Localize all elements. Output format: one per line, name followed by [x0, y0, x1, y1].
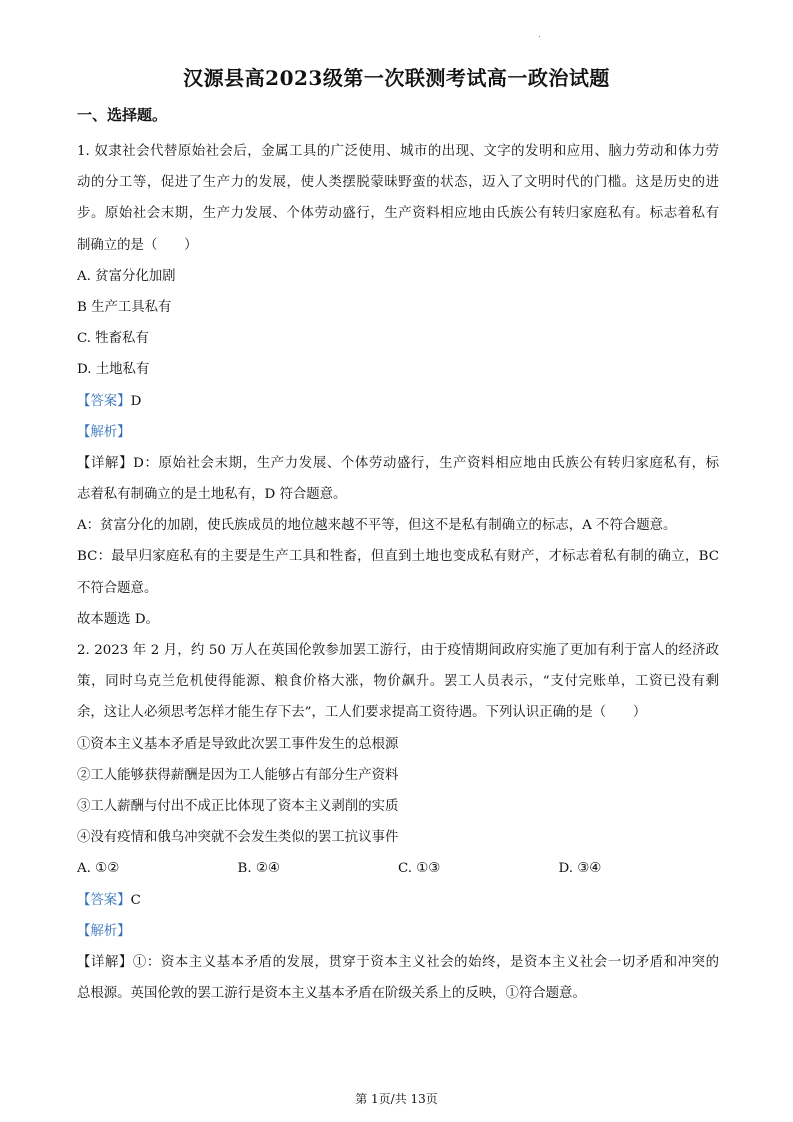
q2-detail-line: [77, 947, 719, 978]
q1-answer: [77, 386, 719, 417]
detail-text: D：原始社会末期，生产力发展、个体劳动盛行，生产资料相应地由氏族公有转归家庭私有，标: [133, 455, 719, 471]
q2-analysis-tag: 【解析】: [77, 923, 131, 939]
q2-stem-line: 策，同时乌克兰危机使得能源、粮食价格大涨，物价飙升。罢工人员表示，“支付完账单，工资已没有剩: [77, 674, 719, 690]
scan-dot: .: [538, 30, 541, 39]
q1-option-b: B 生产工具私有: [77, 299, 172, 315]
page-title: 汉源县高2023级第一次联测考试高一政治试题: [183, 66, 610, 90]
detail-tag: 【详解】: [77, 455, 134, 471]
q1-analysis-tag: 【解析】: [77, 424, 131, 440]
answer-tag: 【答案】: [77, 892, 131, 908]
q1-stem-line: 制确立的是（ ）: [77, 237, 198, 253]
page-footer: 第 1页/共 13页: [355, 1092, 438, 1106]
detail-text: ①：资本主义基本矛盾的发展，贯穿于资本主义社会的始终，是资本主义社会一切矛盾和冲突的: [132, 954, 719, 970]
q1-detail-line: BC：最早归家庭私有的主要是生产工具和牲畜，但直到土地也变成私有财产，才标志着私有制的确立，BC: [77, 549, 719, 565]
q1-detail-line: 志着私有制确立的是土地私有，D 符合题意。: [77, 487, 347, 503]
q1-option-c: C. 牲畜私有: [77, 331, 149, 347]
detail-tag: 【详解】: [77, 954, 133, 970]
q1-option-d: D. 土地私有: [77, 362, 150, 378]
q2-detail-line: 总根源。英国伦敦的罢工游行是资本主义基本矛盾在阶级关系上的反映，①符合题意。: [77, 986, 586, 1002]
q1-detail-line: 故本题选 D。: [77, 611, 159, 627]
q1-stem-line: 步。原始社会末期，生产力发展、个体劳动盛行，生产资料相应地由氏族公有转归家庭私有。标志着私有: [77, 206, 719, 222]
section-heading: 一、选择题。: [77, 106, 168, 124]
q1-stem-line: 动的分工等，促进了生产力的发展，使人类摆脱蒙昧野蛮的状态，迈入了文明时代的门槛。这是历史的进: [77, 175, 719, 191]
q2-statement-2: ②工人能够获得薪酬是因为工人能够占有部分生产资料: [77, 767, 399, 783]
q2-option-c: C. ①③: [398, 861, 441, 877]
q2-statement-3: ③工人薪酬与付出不成正比体现了资本主义剥削的实质: [77, 798, 399, 814]
q2-options-row: [77, 853, 719, 884]
q1-detail-line: [77, 448, 719, 479]
q2-option-a: A. ①②: [77, 861, 120, 877]
q1-detail-line: A：贫富分化的加剧，使氏族成员的地位越来越不平等，但这不是私有制确立的标志，A 不符合题意。: [77, 518, 677, 534]
q2-statement-4: ④没有疫情和俄乌冲突就不会发生类似的罢工抗议事件: [77, 830, 399, 846]
q2-answer: [77, 885, 719, 916]
answer-tag: 【答案】: [77, 393, 131, 409]
q2-option-b: B. ②④: [237, 861, 280, 877]
q2-stem-line: 2. 2023 年 2 月，约 50 万人在英国伦敦参加罢工游行，由于疫情期间政府实施了更加有利于富人的经济政: [77, 643, 719, 658]
q2-stem-line: 余，这让人必须思考怎样才能生存下去”，工人们要求提高工资待遇。下列认识正确的是（ ）: [77, 705, 647, 721]
q1-option-a: A. 贫富分化加剧: [77, 268, 176, 284]
q2-statement-1: ①资本主义基本矛盾是导致此次罢工事件发生的总根源: [77, 736, 399, 752]
answer-value: C: [130, 892, 141, 908]
questions-body: [77, 136, 719, 1009]
q2-option-d: D. ③④: [558, 861, 602, 877]
q1-stem-line: 1. 奴隶社会代替原始社会后，金属工具的广泛使用、城市的出现、文字的发明和应用、脑力劳动和体力劳: [77, 144, 719, 159]
answer-value: D: [130, 393, 142, 409]
q1-detail-line: 不符合题意。: [77, 580, 158, 596]
